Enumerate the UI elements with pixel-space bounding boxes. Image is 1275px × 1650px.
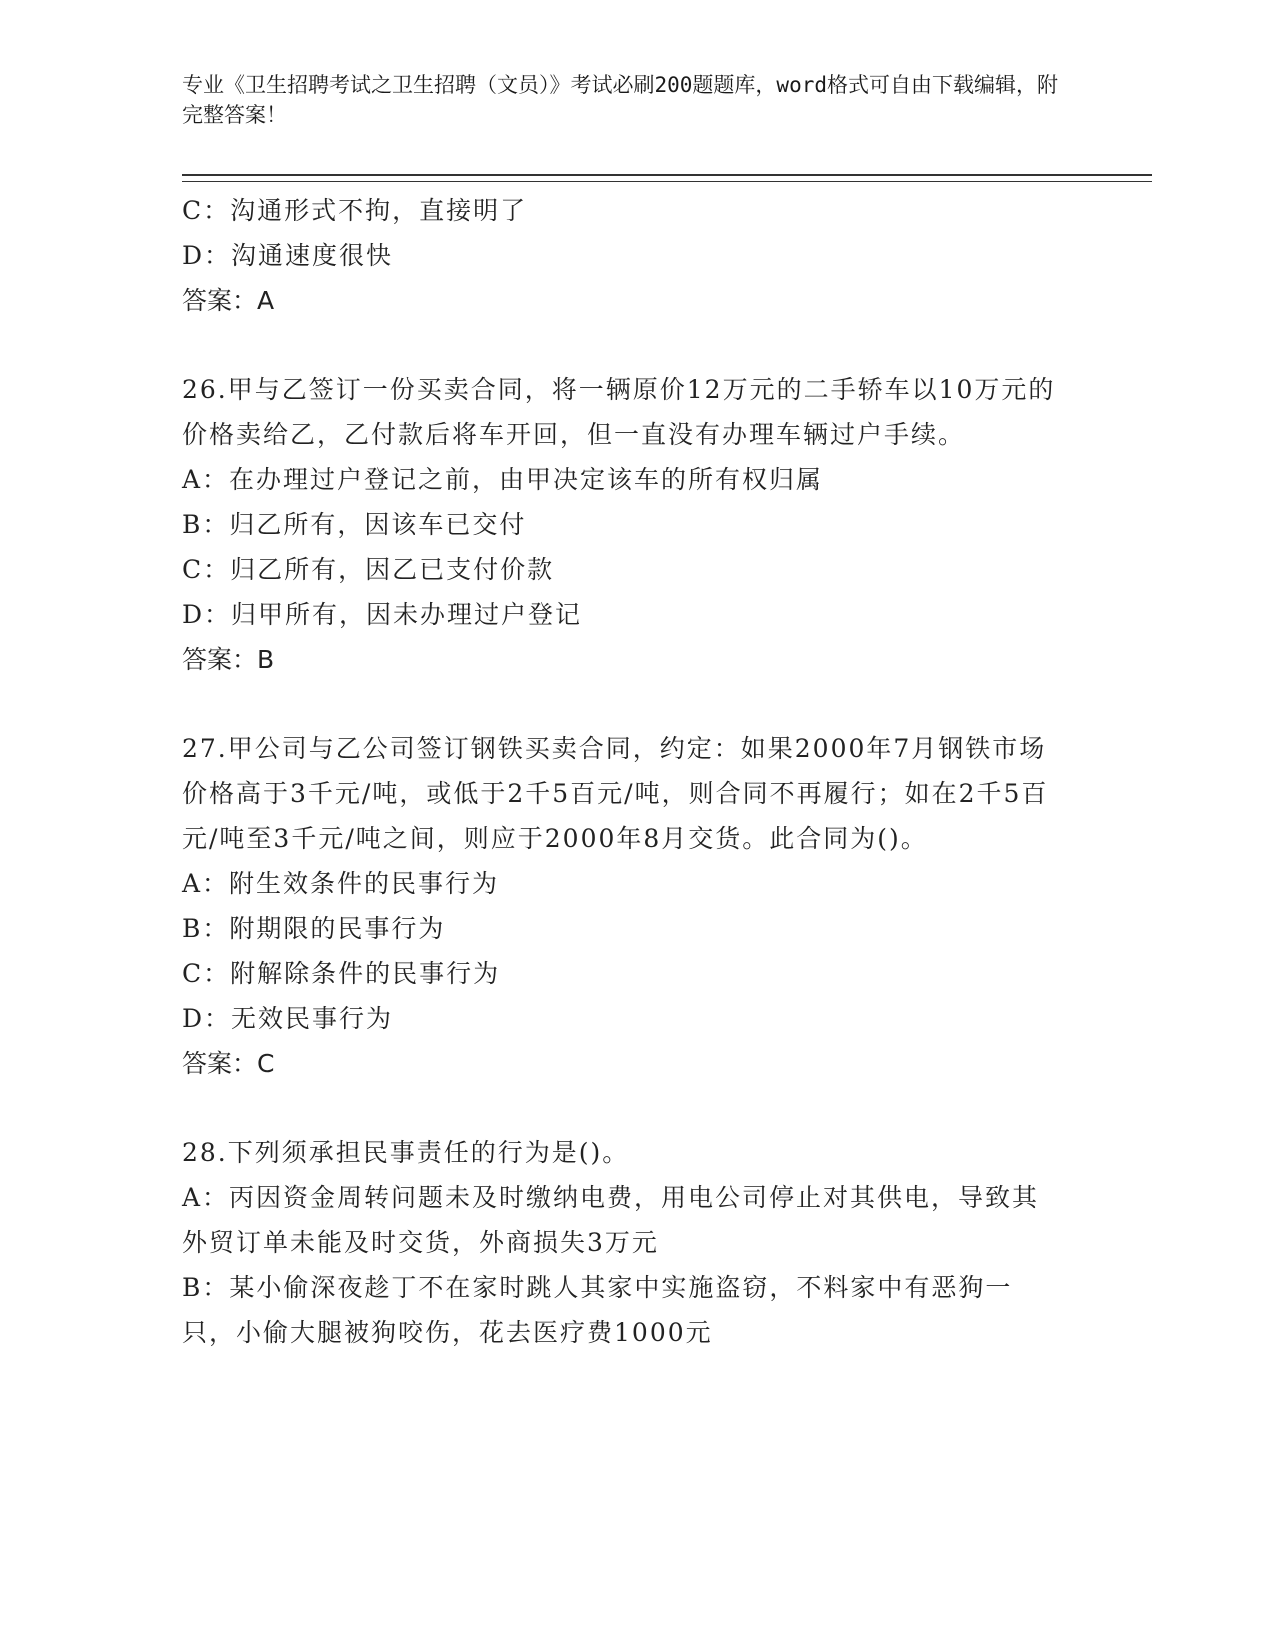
answer-line: 答案：C bbox=[182, 1049, 275, 1078]
header-divider-thick bbox=[182, 174, 1152, 176]
option-c: C：归乙所有，因乙已支付价款 bbox=[182, 555, 555, 584]
question-28-stem: 28.下列须承担民事责任的行为是()。 bbox=[182, 1138, 630, 1167]
question-27-stem: 27.甲公司与乙公司签订钢铁买卖合同，约定：如果2000年7月钢铁市场价格高于3千元/吨，或低于2千5百元/吨，则合同不再履行；如在2千5百元/吨至3千元/吨之间，则应于2000年8月交货。此合同为()。 bbox=[182, 734, 1049, 853]
option-c: C：附解除条件的民事行为 bbox=[182, 959, 501, 988]
option-b: B：附期限的民事行为 bbox=[182, 914, 446, 943]
option-d: D：无效民事行为 bbox=[182, 1004, 394, 1033]
question-content bbox=[182, 188, 1082, 1355]
option-c: C：沟通形式不拘，直接明了 bbox=[182, 196, 528, 225]
option-a: A：丙因资金周转问题未及时缴纳电费，用电公司停止对其供电，导致其外贸订单未能及时交货，外商损失3万元 bbox=[182, 1183, 1040, 1257]
answer-line: 答案：A bbox=[182, 286, 275, 315]
option-d: D：沟通速度很快 bbox=[182, 241, 394, 270]
option-b: B：归乙所有，因该车已交付 bbox=[182, 510, 527, 539]
answer-line: 答案：B bbox=[182, 645, 275, 674]
option-a: A：附生效条件的民事行为 bbox=[182, 869, 500, 898]
option-d: D：归甲所有，因未办理过户登记 bbox=[182, 600, 583, 629]
question-26-stem: 26.甲与乙签订一份买卖合同，将一辆原价12万元的二手轿车以10万元的价格卖给乙，乙付款后将车开回，但一直没有办理车辆过户手续。 bbox=[182, 375, 1056, 449]
option-b: B：某小偷深夜趁丁不在家时跳人其家中实施盗窃，不料家中有恶狗一只，小偷大腿被狗咬伤，花去医疗费1000元 bbox=[182, 1273, 1013, 1347]
header-divider-thin bbox=[182, 181, 1152, 182]
page-header: 专业《卫生招聘考试之卫生招聘（文员）》考试必刷200题题库，word格式可自由下载编辑，附完整答案！ bbox=[182, 73, 1058, 127]
option-a: A：在办理过户登记之前，由甲决定该车的所有权归属 bbox=[182, 465, 824, 494]
